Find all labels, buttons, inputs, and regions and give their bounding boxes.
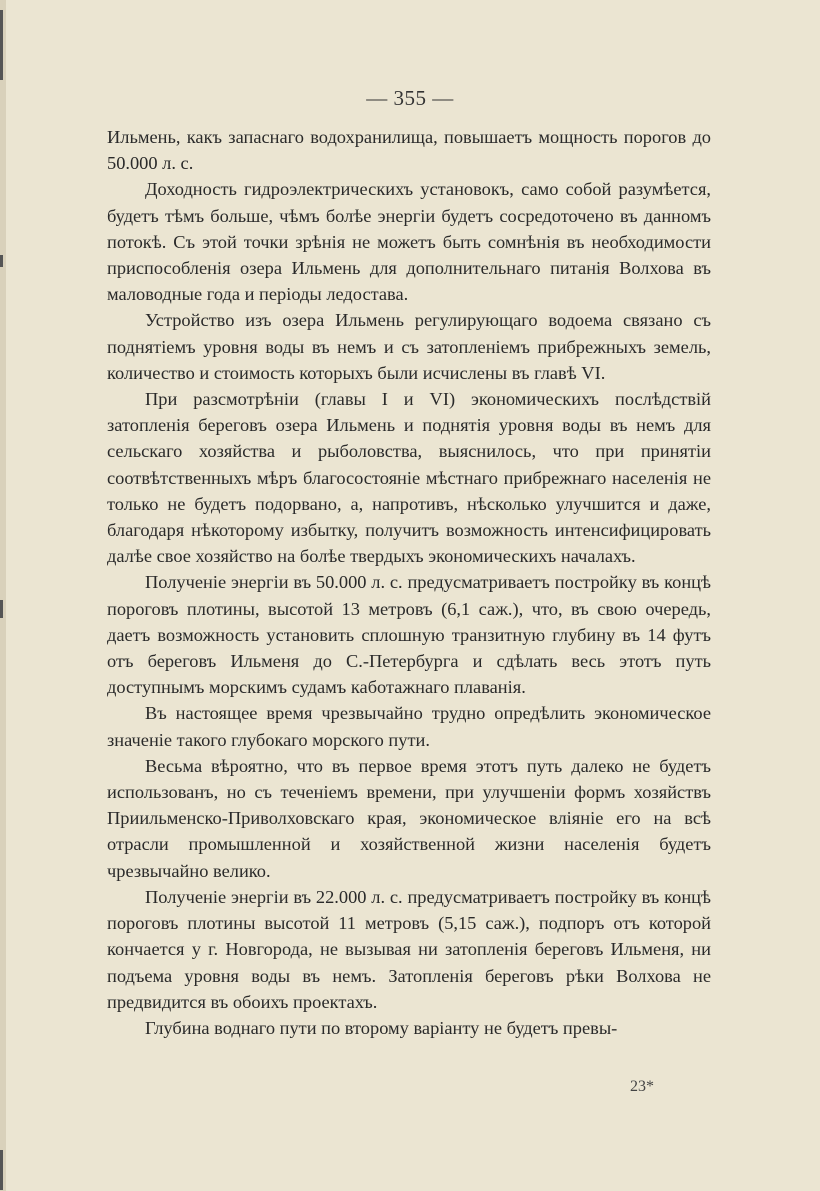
- scan-edge-mark: [0, 600, 3, 618]
- paragraph: Глубина воднаго пути по второму варіанту не будетъ превы-: [145, 1017, 618, 1038]
- paragraph: При разсмотрѣніи (главы I и VI) экономическихъ послѣдствій затопленія береговъ озера Ильмень и поднятія уровня воды въ немъ для сельскаго хозяйства и рыболовства, выяснилось, что при принятіи соотвѣтственныхъ мѣръ благосостояніе мѣстнаго прибрежнаго населенія не только не будетъ подорвано, а, напротивъ, нѣсколько улучшится и даже, благодаря нѣкоторому избытку, получитъ возможность интенсифицировать далѣе свое хозяйство на болѣе твердыхъ экономическихъ началахъ.: [107, 389, 711, 567]
- paragraph: Устройство изъ озера Ильмень регулирующаго водоема связано съ поднятіемъ уровня воды въ немъ и съ затопленіемъ прибрежныхъ земель, количество и стоимость которыхъ были исчислены въ главѣ VI.: [107, 310, 711, 383]
- scan-edge-mark: [0, 1150, 3, 1190]
- scan-edge-mark: [0, 10, 3, 80]
- paragraph: Въ настоящее время чрезвычайно трудно опредѣлить экономическое значеніе такого глубокаго морского пути.: [107, 703, 711, 750]
- page-number-header: — 355 —: [366, 86, 454, 110]
- page-left-edge: [0, 0, 6, 1191]
- page-body: [107, 124, 711, 1041]
- scan-edge-mark: [0, 255, 3, 267]
- signature-mark: 23*: [630, 1078, 654, 1095]
- paragraph-continuation: Ильмень, какъ запаснаго водохранилища, повышаетъ мощность порогов до 50.000 л. с.: [107, 127, 711, 174]
- paragraph: Доходность гидроэлектрическихъ установокъ, само собой разумѣется, будетъ тѣмъ больше, чѣмъ болѣе энергіи будетъ сосредоточено въ данномъ потокѣ. Съ этой точки зрѣнія не можетъ быть сомнѣнія въ необходимости приспособленія озера Ильмень для дополнительнаго питанія Волхова въ маловодные года и періоды ледостава.: [107, 179, 711, 305]
- paragraph: Полученіе энергіи въ 50.000 л. с. предусматриваетъ постройку въ концѣ пороговъ плотины, высотой 13 метровъ (6,1 саж.), что, въ свою очередь, даетъ возможность установить сплошную транзитную глубину въ 14 футъ отъ береговъ Ильменя до С.-Петербурга и сдѣлать весь этотъ путь доступнымъ морскимъ судамъ каботажнаго плаванія.: [107, 572, 711, 698]
- paragraph: Полученіе энергіи въ 22.000 л. с. предусматриваетъ постройку въ концѣ пороговъ плотины высотой 11 метровъ (5,15 саж.), подпоръ отъ которой кончается у г. Новгорода, не вызывая ни затопленія береговъ Ильменя, ни подъема уровня воды въ немъ. Затопленія береговъ рѣки Волхова не предвидится въ обоихъ проектахъ.: [107, 886, 711, 1012]
- paragraph: Весьма вѣроятно, что въ первое время этотъ путь далеко не будетъ использованъ, но съ теченіемъ времени, при улучшеніи формъ хозяйствъ Приильменско-Приволховскаго края, экономическое вліяніе его на всѣ отрасли промышленной и хозяйственной жизни населенія будетъ чрезвычайно велико.: [107, 755, 711, 881]
